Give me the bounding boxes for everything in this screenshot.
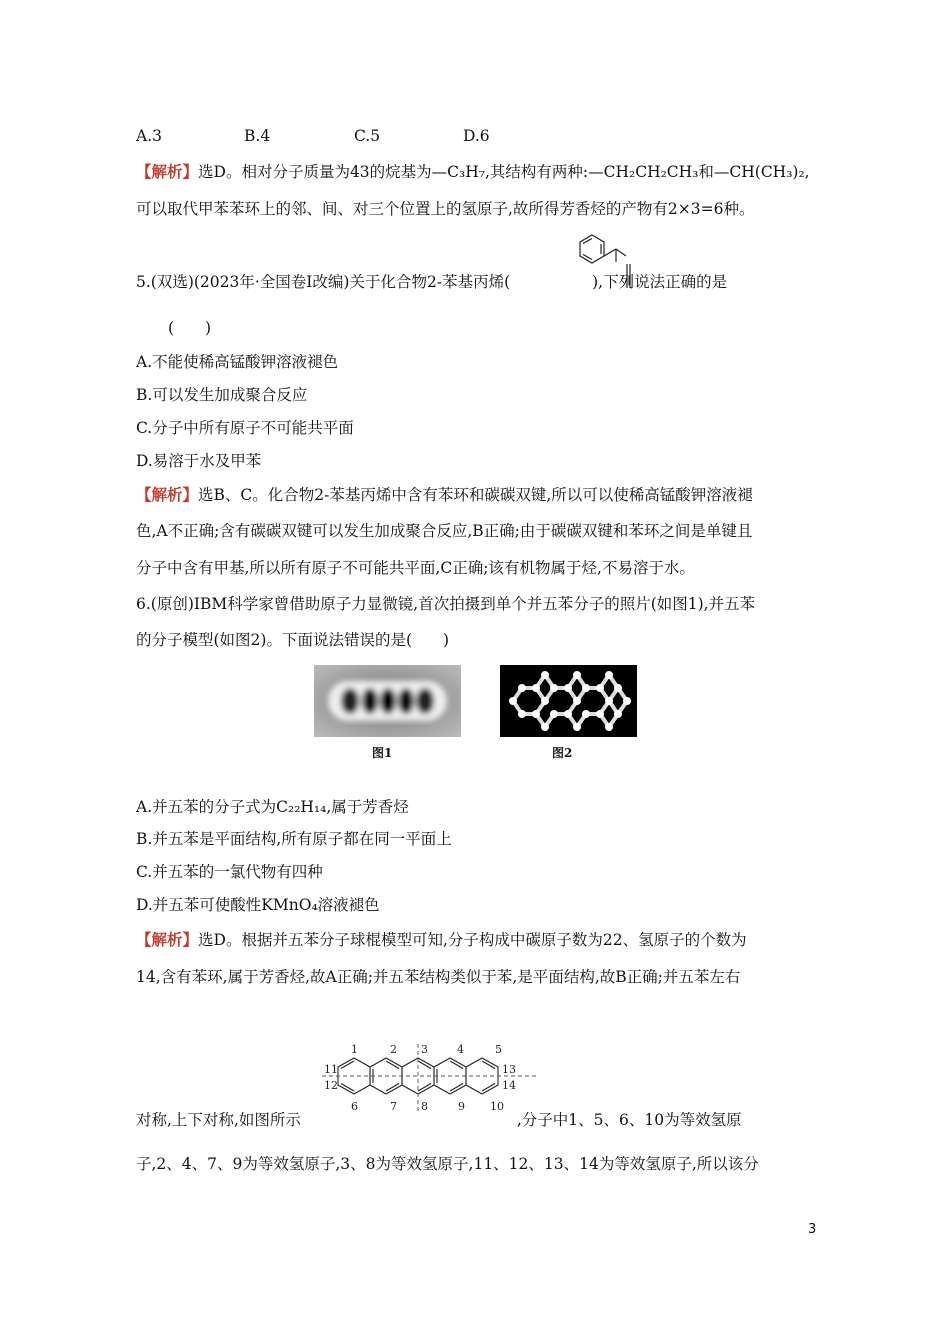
q5-stem: 5.(双选)(2023年·全国卷Ⅰ改编)关于化合物2-苯基丙烯( ),下列说法正确的是	[136, 273, 728, 291]
figure1-caption: 图1	[372, 746, 393, 760]
position-5: 5	[495, 1043, 502, 1056]
q6-stem-line2: 的分子模型(如图2)。下面说法错误的是( )	[136, 631, 450, 649]
q5-option-d: D.易溶于水及甲苯	[136, 452, 262, 470]
q4-option-c: C.5	[354, 127, 381, 145]
position-6: 6	[351, 1100, 358, 1113]
position-4: 4	[457, 1043, 464, 1056]
q5-explanation-line2: 色,A不正确;含有碳碳双键可以发生加成聚合反应,B正确;由于碳碳双键和苯环之间是单键且	[136, 522, 753, 540]
q6-stem-line1: 6.(原创)IBM科学家曾借助原子力显微镜,首次拍摄到单个并五苯分子的照片(如图1),并五苯	[136, 595, 756, 613]
pentacene-model-figure2	[500, 665, 637, 737]
position-11: 11	[324, 1063, 338, 1076]
analysis-tag: 【解析】	[136, 162, 199, 181]
position-10: 10	[490, 1100, 504, 1113]
q6-option-b: B.并五苯是平面结构,所有原子都在同一平面上	[136, 830, 452, 848]
q5-answer-paren: ( )	[168, 319, 212, 337]
q6-explanation-line3: 对称,上下对称,如图所示 ,分子中1、5、6、10为等效氢原	[136, 1111, 742, 1129]
analysis-tag: 【解析】	[136, 930, 199, 949]
position-1: 1	[351, 1043, 358, 1056]
q4-explanation-line2: 可以取代甲苯苯环上的邻、间、对三个位置上的氢原子,故所得芳香烃的产物有2×3=6种。	[136, 200, 755, 218]
q5-option-c: C.分子中所有原子不可能共平面	[136, 419, 354, 437]
position-13: 13	[502, 1063, 516, 1076]
q6-option-a: A.并五苯的分子式为C₂₂H₁₄,属于芳香烃	[136, 798, 409, 816]
position-12: 12	[324, 1079, 338, 1092]
position-7: 7	[390, 1100, 397, 1113]
q5-option-a: A.不能使稀高锰酸钾溶液褪色	[136, 353, 339, 371]
q5-option-b: B.可以发生加成聚合反应	[136, 386, 308, 404]
position-3: 3	[421, 1043, 428, 1056]
page-number: 3	[808, 1222, 817, 1237]
position-14: 14	[502, 1079, 516, 1092]
q4-explanation-line1: 【解析】选D。相对分子质量为43的烷基为—C₃H₇,其结构有两种:—CH₂CH₂CH₃和—CH(CH₃)₂,	[136, 162, 810, 181]
q4-option-a: A.3	[136, 127, 162, 145]
position-8: 8	[421, 1100, 428, 1113]
q6-option-c: C.并五苯的一氯代物有四种	[136, 863, 323, 881]
analysis-tag: 【解析】	[136, 485, 199, 504]
q6-option-d: D.并五苯可使酸性KMnO₄溶液褪色	[136, 896, 380, 914]
position-2: 2	[390, 1043, 397, 1056]
figure2-caption: 图2	[552, 746, 573, 760]
q6-explanation-line2: 14,含有苯环,属于芳香烃,故A正确;并五苯结构类似于苯,是平面结构,故B正确;并五苯左右	[136, 968, 741, 986]
2-phenylpropene-structure	[572, 230, 652, 294]
position-9: 9	[458, 1100, 465, 1113]
q4-option-d: D.6	[463, 127, 490, 145]
q6-explanation-line1: 【解析】选D。根据并五苯分子球棍模型可知,分子构成中碳原子数为22、氢原子的个数为	[136, 930, 747, 949]
q6-explanation-line4: 子,2、4、7、9为等效氢原子,3、8为等效氢原子,11、12、13、14为等效氢原子,所以该分	[136, 1155, 759, 1173]
pentacene-numbered-structure	[322, 1040, 538, 1120]
afm-photo-figure1	[314, 665, 461, 737]
q4-option-b: B.4	[244, 127, 271, 145]
q5-explanation-line1: 【解析】选B、C。化合物2-苯基丙烯中含有苯环和碳碳双键,所以可以使稀高锰酸钾溶液褪	[136, 485, 753, 504]
q5-explanation-line3: 分子中含有甲基,所以所有原子不可能共平面,C正确;该有机物属于烃,不易溶于水。	[136, 559, 695, 577]
